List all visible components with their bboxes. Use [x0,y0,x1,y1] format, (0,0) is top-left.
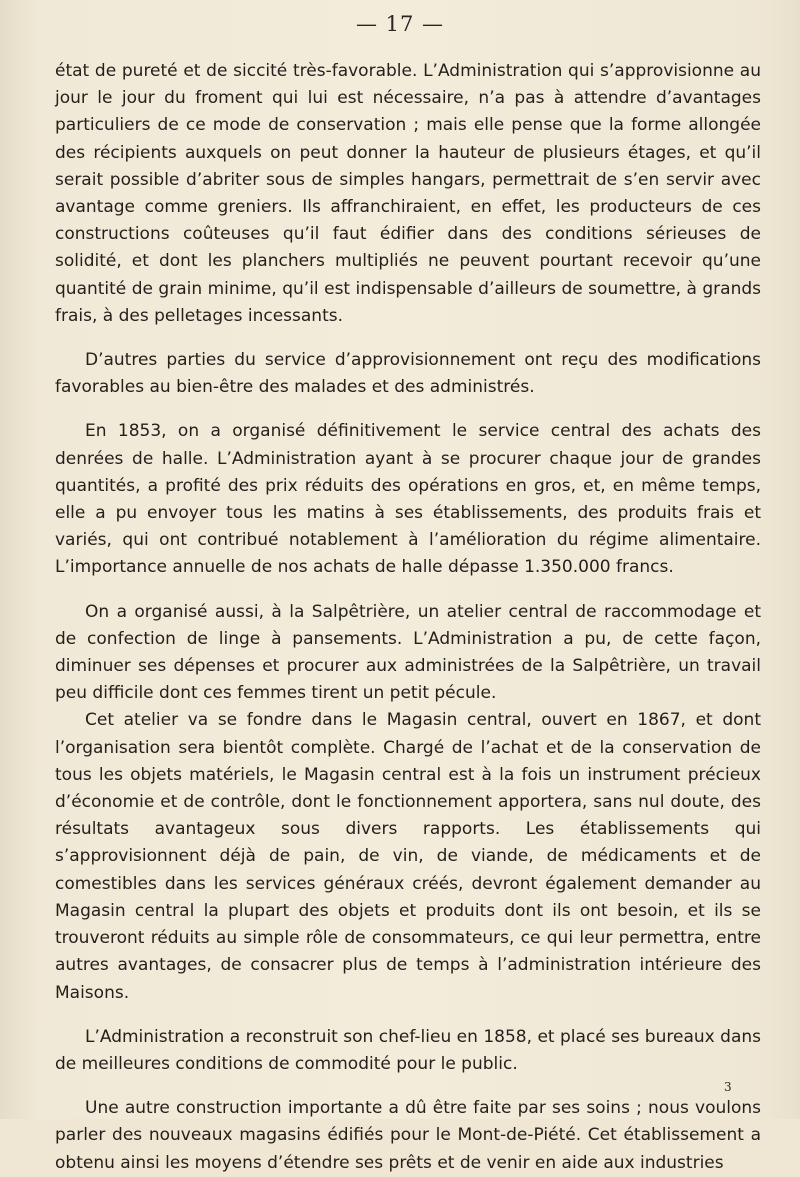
body-text [55,58,761,1177]
paragraph-6: L’Administration a reconstruit son chef-lieu en 1858, et placé ses bureaux dans de meilleures conditions de commodité pour le public. [55,1026,761,1074]
signature-mark: 3 [724,1080,732,1094]
paragraph-4: On a organisé aussi, à la Salpêtrière, un atelier central de raccommodage et de confection de linge à pansements. L’Administration a pu, de cette façon, diminuer ses dépenses et procurer aux administrées de la Salpêtrière, un travail peu difficile dont ces femmes tirent un petit pécule. [55,601,761,704]
paragraph-7: Une autre construction importante a dû être faite par ses soins ; nous voulons parler des nouveaux magasins édifiés pour le Mont-de-Piété. Cet établissement a obtenu ainsi les moyens d’étendre ses prêts et de venir en aide aux industries [55,1098,761,1173]
paragraph-2: D’autres parties du service d’approvisionnement ont reçu des modifications favorables au bien-être des malades et des administrés. [55,350,761,398]
page-number: — 17 — [355,12,445,36]
paragraph-5: Cet atelier va se fondre dans le Magasin central, ouvert en 1867, et dont l’organisation sera bientôt complète. Chargé de l’achat et de la conservation de tous les objets matériels, le Magasin central est à la fois un instrument précieux d’économie et de contrôle, dont le fonctionnement apportera, sans nul doute, des résultats avantageux sous divers rapports. Les établissements qui s’approvisionnent déjà de pain, de vin, de viande, de médicaments et de comestibles dans les services généraux créés, devront également demander au Magasin central la plupart des objets et produits dont ils ont besoin, et ils se trouveront réduits au simple rôle de consommateurs, ce qui leur permettra, entre autres avantages, de consacrer plus de temps à l’administration intérieure des Maisons. [55,710,761,1003]
paragraph-1: état de pureté et de siccité très-favorable. L’Administration qui s’approvisionne au jour le jour du froment qui lui est nécessaire, n’a pas à attendre d’avantages particuliers de ce mode de conservation ; mais elle pense que la forme allongée des récipients auxquels on peut donner la hauteur de plusieurs étages, et qu’il serait possible d’abriter sous de simples hangars, permettrait de s’en servir avec avantage comme greniers. Ils affranchiraient, en effet, les producteurs de ces constructions coûteuses qu’il faut édifier dans des conditions sérieuses de solidité, et dont les planchers multipliés ne peuvent pourtant recevoir qu’une quantité de grain minime, qu’il est indispensable d’ailleurs de soumettre, à grands frais, à des pelletages incessants. [55,61,761,326]
paragraph-3: En 1853, on a organisé définitivement le service central des achats des denrées de halle. L’Administration ayant à se procurer chaque jour de grandes quantités, a profité des prix réduits des opérations en gros, et, en même temps, elle a pu envoyer tous les matins à ses établissements, des produits frais et variés, qui ont contribué notablement à l’amélioration du régime alimentaire. L’importance annuelle de nos achats de halle dépasse 1.350.000 francs. [55,421,761,578]
